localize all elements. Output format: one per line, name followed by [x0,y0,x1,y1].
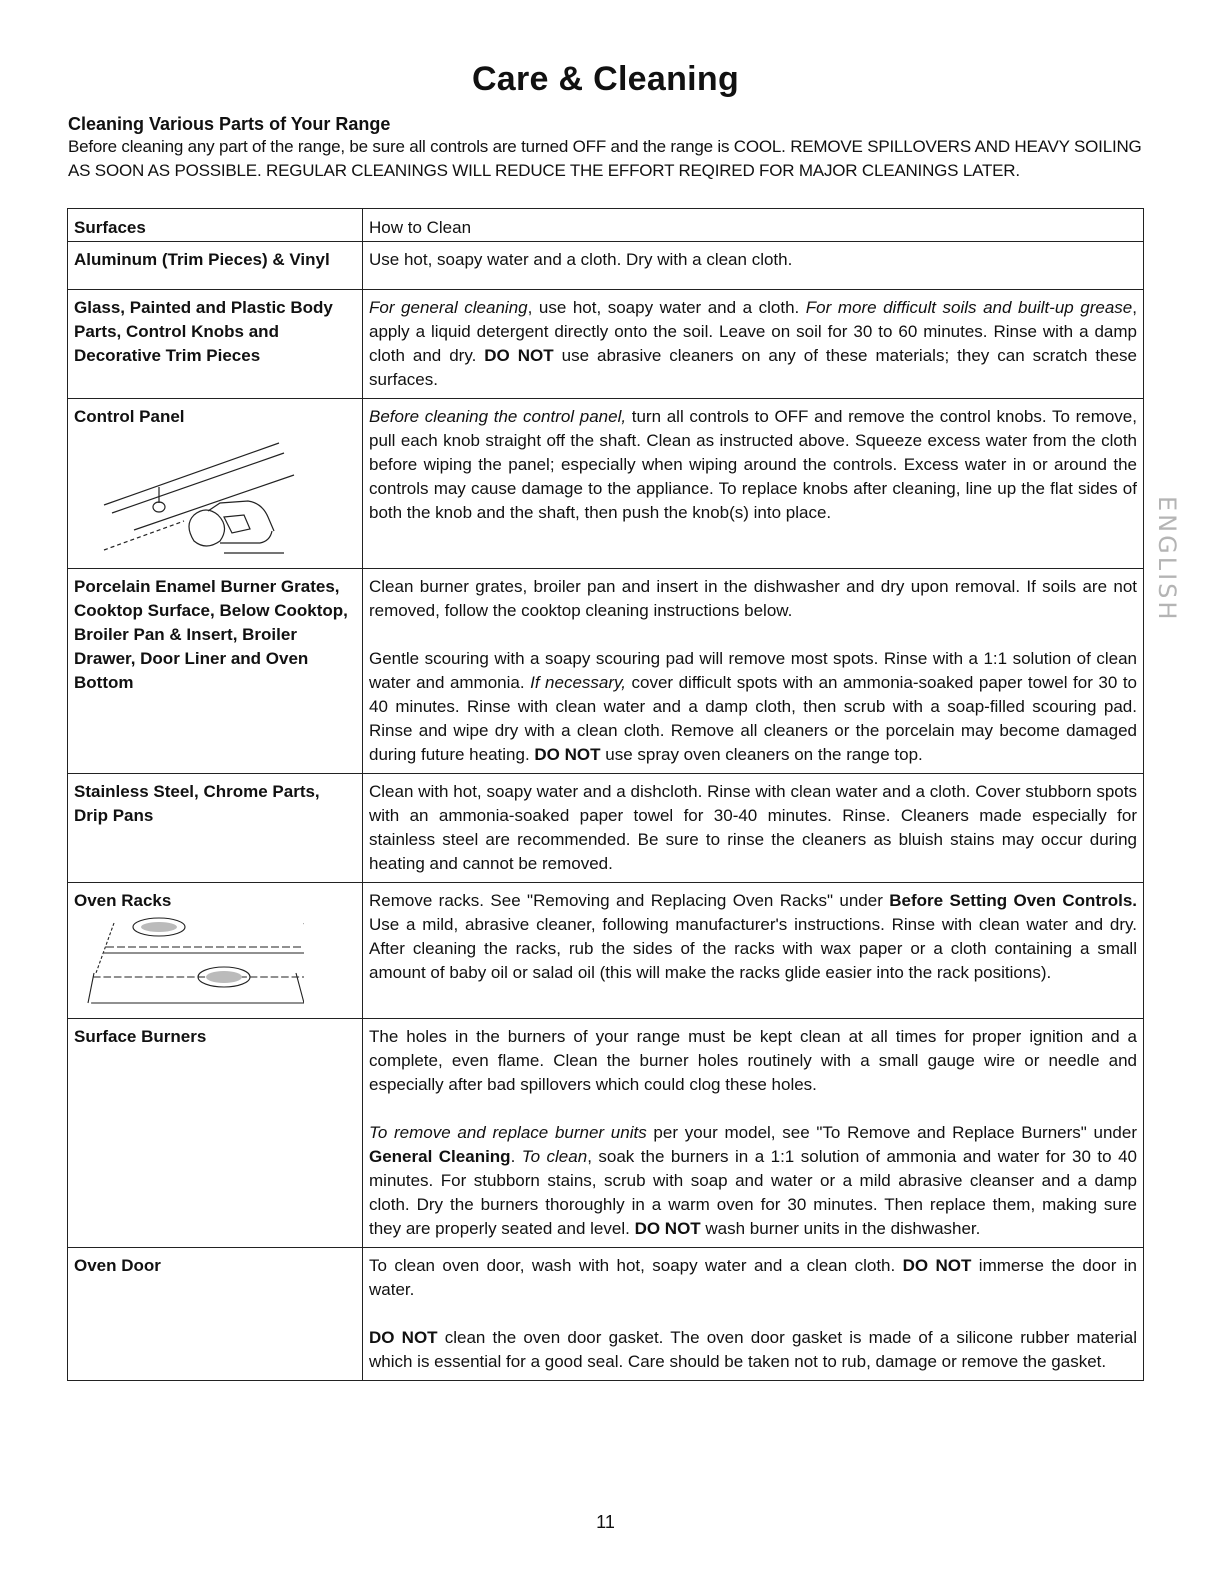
text-run: Use a mild, abrasive cleaner, following manufacturer's instructions. Rinse with clean water and dry. After cleaning the racks, rub the sides of the racks with wax paper or a cloth containing a small amount of baby oil or salad oil (this will make the racks glide easier into the rack positions). [369,915,1137,982]
reference-text: Before Setting Oven Controls. [889,891,1137,910]
text-run: use spray oven cleaners on the range top. [600,745,923,764]
warning-text: DO NOT [369,1328,438,1347]
language-side-tab [1153,492,1183,652]
table-row [68,290,1144,399]
text-run: turn all controls to OFF and remove the control knobs. To remove, pull each knob straight off the shaft. Clean as instructed above. Squeeze excess water from the cloth before wiping the panel; especially when wiping around the controls. Excess water in or around the controls may cause damage to the appliance. To replace knobs after cleaning, line up the flat sides of both the knob and the shaft, then push the knob(s) into place. [369,407,1137,522]
text-run: , apply a liquid detergent directly onto the soil. Leave on soil for 30 to 60 minutes. Rinse with a damp cloth and dry. [369,298,1137,365]
surface-name: Stainless Steel, Chrome Parts, Drip Pans [68,774,363,883]
instruction-text [369,296,1137,392]
instruction-text [369,1121,1137,1241]
surface-name: Surface Burners [68,1019,363,1248]
emphasis-text: If necessary, [530,673,626,692]
instruction-text [369,1326,1137,1374]
instruction-text: Clean burner grates, broiler pan and insert in the dishwasher and dry upon removal. If soils are not removed, follow the cooktop cleaning instructions below. [369,577,1137,620]
table-row [68,1248,1144,1381]
language-label: ENGLISH [1153,496,1181,623]
table-row [68,1019,1144,1248]
cleaning-table [67,208,1144,1381]
instruction-text [369,1254,1137,1302]
instruction-text: Clean with hot, soapy water and a dishcloth. Rinse with clean water and a cloth. Cover stubborn spots with an ammonia-soaked paper towel for 30-40 minutes. Rinse. Cleaners made especially for stainless steel are recommended. Be sure to rinse the cleaners as bluish stains may occur during heating and cannot be removed. [369,782,1137,873]
text-run: To clean oven door, wash with hot, soapy water and a clean cloth. [369,1256,903,1275]
text-run: clean the oven door gasket. The oven door gasket is made of a silicone rubber material which is essential for a good seal. Care should be taken not to rub, damage or remove the gasket. [369,1328,1137,1371]
cleaning-instructions [363,242,1144,290]
surface-name: Oven Racks [74,891,172,910]
cleaning-instructions [363,774,1144,883]
emphasis-text: For general cleaning [369,298,528,317]
surface-name: Oven Door [68,1248,363,1381]
warning-text: DO NOT [634,1219,701,1238]
text-run: use abrasive cleaners on any of these materials; they can scratch these surfaces. [369,346,1137,389]
header-how-to-clean: How to Clean [363,209,1144,242]
text-run: , soak the burners in a 1:1 solution of ammonia and water for 30 to 40 minutes. For stubborn stains, scrub with soap and water or a mild abrasive cleanser and a damp cloth. Dry the burners thoroughly in a warm oven for 30 minutes. Then replace them, making sure they are properly seated and level. [369,1147,1137,1238]
instruction-text [369,647,1137,767]
cleaning-instructions [363,1019,1144,1248]
cleaning-instructions [363,1248,1144,1381]
table-row [68,399,1144,569]
table-row [68,774,1144,883]
emphasis-text: To remove and replace burner units [369,1123,647,1142]
instruction-text: Use hot, soapy water and a cloth. Dry with a clean cloth. [369,250,793,269]
cleaning-instructions [363,399,1144,569]
text-run: wash burner units in the dishwasher. [700,1219,981,1238]
table-row [68,569,1144,774]
page-title: Care & Cleaning [471,60,740,98]
cleaning-instructions [363,569,1144,774]
warning-text: DO NOT [902,1256,972,1275]
warning-text: DO NOT [484,346,554,365]
surface-cell [68,399,363,569]
surface-name: Glass, Painted and Plastic Body Parts, Control Knobs and Decorative Trim Pieces [68,290,363,399]
surface-name: Porcelain Enamel Burner Grates, Cooktop Surface, Below Cooktop, Broiler Pan & Insert, Broiler Drawer, Door Liner and Oven Bottom [68,569,363,774]
text-run: cover difficult spots with an ammonia-soaked paper towel for 30 to 40 minutes. Rinse with clean water and a damp cloth, then scrub with a soap-filled scouring pad. Rinse and wipe dry with a clean cloth. Remove all cleaners or the porcelain may become damaged during future heating. [369,673,1137,764]
emphasis-text: Before cleaning the control panel, [369,407,627,426]
text-run: . [510,1147,522,1166]
text-run: immerse the door in water. [369,1256,1138,1299]
instruction-text [369,889,1137,985]
emphasis-text: To clean [521,1147,588,1166]
oven-rack-illustration [74,913,304,1005]
surface-cell [68,883,363,1019]
surface-name: Aluminum (Trim Pieces) & Vinyl [68,242,363,290]
text-run: Gentle scouring with a soapy scouring pad will remove most spots. Rinse with a 1:1 solution of clean water and ammonia. [369,649,1137,692]
emphasis-text: For more difficult soils and built-up grease [805,298,1133,317]
warning-text: DO NOT [534,745,601,764]
intro-paragraph: Before cleaning any part of the range, be sure all controls are turned OFF and the range is COOL. REMOVE SPILLOVERS AND HEAVY SOILING AS SOON AS POSSIBLE. REGULAR CLEANINGS WILL REDUCE THE EFFORT REQIRED FOR MAJOR CLEANINGS LATER. [68,137,1142,180]
section-title: Cleaning Various Parts of Your Range [68,114,391,134]
text-run: , use hot, soapy water and a cloth. [527,298,806,317]
cleaning-instructions [363,290,1144,399]
instruction-text [369,405,1137,525]
control-knob-illustration [74,435,304,555]
text-run: Remove racks. See "Removing and Replacing Oven Racks" under [369,891,890,910]
reference-text: General Cleaning [369,1147,511,1166]
table-header-row [68,209,1144,242]
surface-name: Control Panel [74,407,185,426]
page-number: 11 [596,1512,615,1532]
table-row [68,883,1144,1019]
header-surfaces: Surfaces [68,209,363,242]
cleaning-instructions [363,883,1144,1019]
text-run: per your model, see "To Remove and Replace Burners" under [646,1123,1138,1142]
table-row [68,242,1144,290]
instruction-text: The holes in the burners of your range must be kept clean at all times for proper ignition and a complete, even flame. Clean the burner holes routinely with a small gauge wire or needle and especially after bad spillovers which could clog these holes. [369,1027,1137,1094]
